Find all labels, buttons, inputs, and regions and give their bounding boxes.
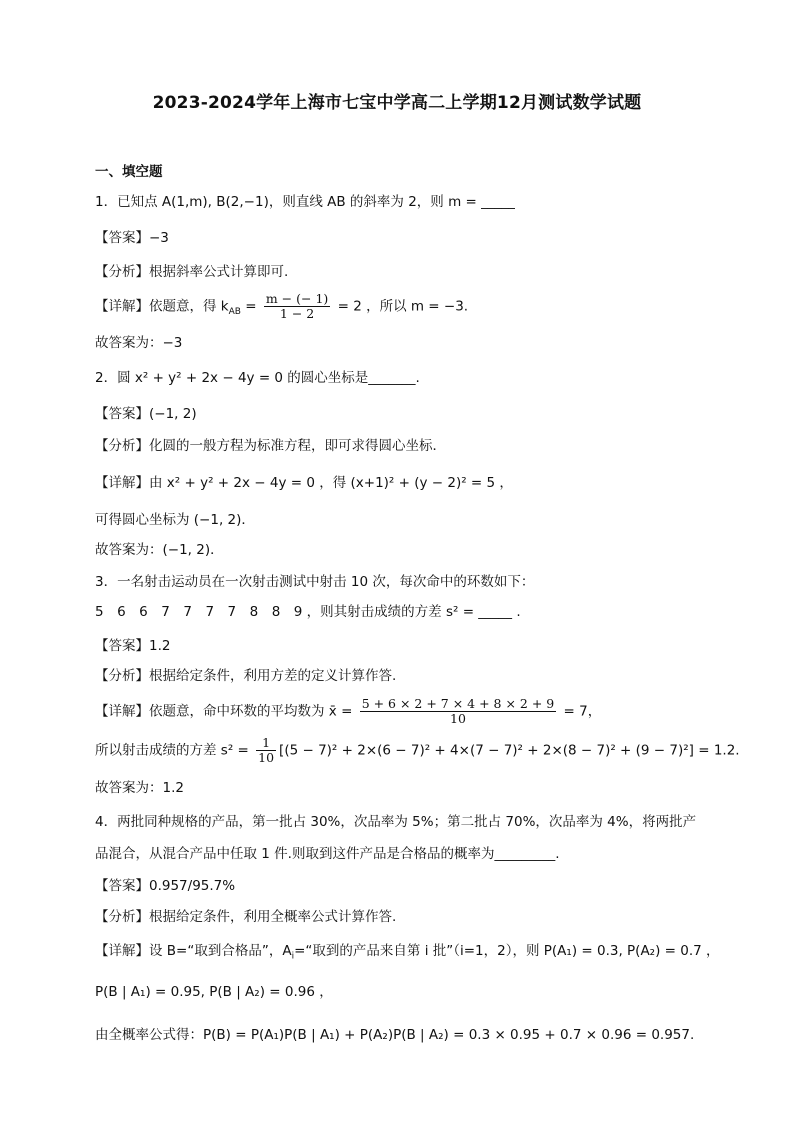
q1-analysis: 【分析】根据斜率公式计算即可.: [95, 264, 289, 280]
q3-mean-fraction: [360, 697, 557, 726]
q3-detail: [95, 697, 601, 726]
q2-stem: 2．圆 x² + y² + 2x − 4y = 0 的圆心坐标是_______.: [95, 370, 420, 386]
q4-detail-1: [95, 941, 720, 967]
q2-detail-2: 可得圆心坐标为 (−1, 2)．: [95, 512, 255, 528]
q1-detail-pre: 【详解】依题意，得 k: [95, 298, 229, 315]
q4-detail-1-pre: 【详解】设 B=“取到合格品”，A: [95, 943, 292, 959]
q3-answer: 【答案】1.2: [95, 638, 171, 654]
q1-answer: 【答案】−3: [95, 230, 169, 246]
q3-variance: [95, 736, 740, 765]
q1-final: 故答案为：−3: [95, 335, 183, 351]
q4-detail-2: P(B | A₁) = 0.95, P(B | A₂) = 0.96 ，: [95, 984, 333, 1000]
q3-var-post: [(5 − 7)² + 2×(6 − 7)² + 4×(7 − 7)² + 2×(8 − 7)² + (9 − 7)²] = 1.2.: [279, 742, 740, 759]
q3-var-frac-num: 1: [256, 736, 276, 751]
q1-frac-num: m − (− 1): [265, 291, 329, 306]
q3-detail-pre: 【详解】依题意，命中环数的平均数为 x̄ =: [95, 703, 357, 720]
q3-var-frac-den: 10: [258, 750, 275, 765]
q1-frac-den: 1 − 2: [279, 306, 315, 321]
q1-detail: [95, 292, 468, 322]
q3-var-fraction: [256, 736, 276, 765]
section-heading: 一、填空题: [95, 164, 163, 180]
q4-detail-1-sub: i: [291, 951, 295, 962]
q4-answer: 【答案】0.957/95.7%: [95, 878, 236, 894]
q2-answer: 【答案】(−1, 2): [95, 406, 197, 422]
q3-frac-num: 5 + 6 × 2 + 7 × 4 + 8 × 2 + 9: [361, 696, 555, 711]
q4-detail-1-rest: =“取到的产品来自第 i 批”（i=1，2），则 P(A₁) = 0.3, P(A₂) = 0.7 ，: [294, 943, 720, 959]
q1-stem: 1．已知点 A(1,m), B(2,−1)，则直线 AB 的斜率为 2，则 m = _____: [95, 194, 515, 210]
q1-fraction: [264, 292, 330, 321]
q3-final: 故答案为：1.2: [95, 780, 184, 796]
q3-detail-post: = 7，: [559, 703, 602, 720]
q4-stem-2: 品混合，从混合产品中任取 1 件.则取到这件产品是合格品的概率为_________.: [95, 846, 560, 862]
q3-data: 5 6 6 7 7 7 7 8 8 9 ，则其射击成绩的方差 s² = _____ .: [95, 604, 521, 620]
q3-var-pre: 所以射击成绩的方差 s² =: [95, 742, 254, 759]
q2-final: 故答案为：(−1, 2)．: [95, 542, 224, 558]
q1-detail-post: = 2 ，所以 m = −3.: [333, 298, 469, 315]
page-title: 2023-2024学年上海市七宝中学高二上学期12月测试数学试题: [152, 93, 642, 113]
q1-detail-eq: =: [240, 298, 261, 315]
q4-detail-3: 由全概率公式得：P(B) = P(A₁)P(B | A₁) + P(A₂)P(B | A₂) = 0.3 × 0.95 + 0.7 × 0.96 = 0.957.: [95, 1027, 695, 1043]
q3-stem: 3．一名射击运动员在一次射击测试中射击 10 次，每次命中的环数如下：: [95, 574, 535, 590]
q4-analysis: 【分析】根据给定条件，利用全概率公式计算作答.: [95, 909, 397, 925]
q1-detail-sub: AB: [228, 307, 241, 318]
q2-analysis: 【分析】化圆的一般方程为标准方程，即可求得圆心坐标．: [95, 438, 446, 454]
q4-stem-1: 4．两批同种规格的产品，第一批占 30%，次品率为 5%；第二批占 70%，次品率为 4%，将两批产: [95, 814, 697, 830]
q3-analysis: 【分析】根据给定条件，利用方差的定义计算作答.: [95, 668, 397, 684]
q3-frac-den: 10: [450, 711, 466, 726]
q2-detail: 【详解】由 x² + y² + 2x − 4y = 0 ，得 (x+1)² + (y − 2)² = 5 ，: [95, 475, 513, 491]
